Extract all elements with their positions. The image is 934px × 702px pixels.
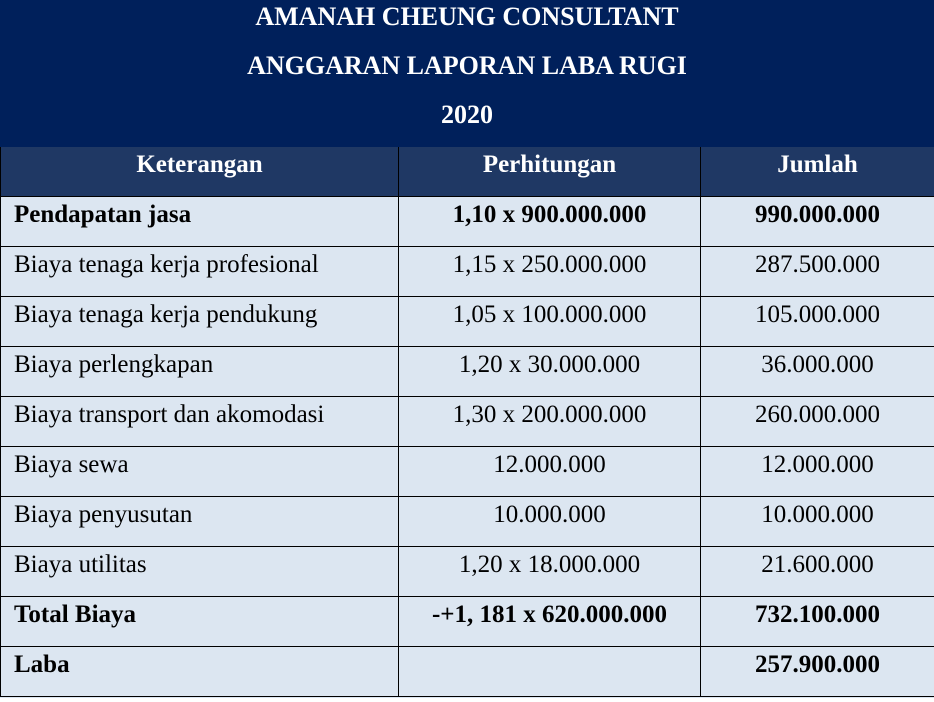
row-label-cell: Biaya penyusutan	[1, 497, 399, 547]
row-calculation-cell: 12.000.000	[399, 447, 701, 497]
column-header-amount: Jumlah	[701, 147, 934, 197]
table-body	[1, 197, 934, 697]
row-amount-cell: 287.500.000	[701, 247, 934, 297]
row-calculation-cell: 10.000.000	[399, 497, 701, 547]
row-label-cell: Biaya tenaga kerja profesional	[1, 247, 399, 297]
row-calculation-cell: -+1, 181 x 620.000.000	[399, 597, 701, 647]
table-row	[1, 297, 934, 347]
report-title: ANGGARAN LAPORAN LABA RUGI	[247, 51, 687, 80]
budget-table	[0, 147, 934, 697]
row-label-cell: Total Biaya	[1, 597, 399, 647]
row-label-cell: Biaya sewa	[1, 447, 399, 497]
row-calculation-cell: 1,30 x 200.000.000	[399, 397, 701, 447]
row-amount-cell: 36.000.000	[701, 347, 934, 397]
table-row	[1, 397, 934, 447]
table-row	[1, 497, 934, 547]
table-row	[1, 247, 934, 297]
table-row	[1, 597, 934, 647]
company-name: AMANAH CHEUNG CONSULTANT	[255, 2, 679, 31]
row-amount-cell: 990.000.000	[701, 197, 934, 247]
row-label-cell: Biaya utilitas	[1, 547, 399, 597]
row-calculation-cell	[399, 647, 701, 697]
row-amount-cell: 21.600.000	[701, 547, 934, 597]
table-row	[1, 547, 934, 597]
row-calculation-cell: 1,20 x 18.000.000	[399, 547, 701, 597]
row-calculation-cell: 1,05 x 100.000.000	[399, 297, 701, 347]
table-row	[1, 447, 934, 497]
row-label-cell: Biaya tenaga kerja pendukung	[1, 297, 399, 347]
row-amount-cell: 105.000.000	[701, 297, 934, 347]
row-calculation-cell: 1,10 x 900.000.000	[399, 197, 701, 247]
column-header-calculation: Perhitungan	[399, 147, 701, 197]
table-header-row	[1, 147, 934, 197]
row-label-cell: Biaya perlengkapan	[1, 347, 399, 397]
row-amount-cell: 257.900.000	[701, 647, 934, 697]
row-label-cell: Laba	[1, 647, 399, 697]
row-amount-cell: 10.000.000	[701, 497, 934, 547]
row-amount-cell: 260.000.000	[701, 397, 934, 447]
table-row	[1, 347, 934, 397]
table-row	[1, 647, 934, 697]
row-label-cell: Pendapatan jasa	[1, 197, 399, 247]
row-calculation-cell: 1,15 x 250.000.000	[399, 247, 701, 297]
row-label-cell: Biaya transport dan akomodasi	[1, 397, 399, 447]
row-amount-cell: 732.100.000	[701, 597, 934, 647]
report-title-block	[0, 0, 934, 147]
row-amount-cell: 12.000.000	[701, 447, 934, 497]
column-header-description: Keterangan	[1, 147, 399, 197]
report-year: 2020	[441, 100, 493, 129]
table-row	[1, 197, 934, 247]
row-calculation-cell: 1,20 x 30.000.000	[399, 347, 701, 397]
